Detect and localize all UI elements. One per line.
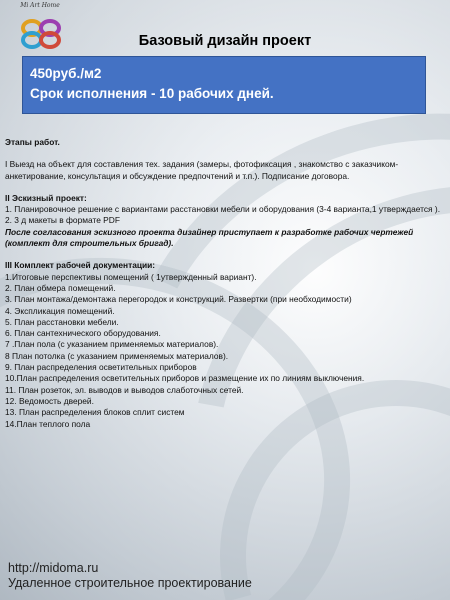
stage3-item: 14.План теплого пола [5,418,91,429]
logo-text: Mi Art Home [20,2,60,9]
site-url-link[interactable]: http://midoma.ru [8,561,99,575]
stage2-item: 2. 3 д макеты в формате PDF [5,215,120,226]
stage2-note: После согласования эскизного проекта дизайнер приступает к разработке рабочих чертежей (комплект для строительных бригад). [5,226,414,249]
price-text: 450руб./м2 [30,66,102,81]
stage3-item: 3. План монтажа/демонтажа перегородок и конструкций. Развертки (при необходимости) [5,294,352,305]
stages-heading: Этапы работ. [5,137,60,147]
stage3-item: 5. План расстановки мебели. [5,316,119,327]
stage3-item: 8 План потолка (с указанием применяемых материалов). [5,350,229,361]
footer [8,561,252,591]
work-stages [5,137,445,430]
stage2-heading: II Эскизный проект: [5,192,87,203]
stage3-item: 10.План распределения осветительных приборов и размещение их по линиям выключения. [5,373,365,384]
footer-tagline: Удаленное строительное проектирование [8,576,252,590]
stage3-item: 1.Итоговые перспективы помещений ( 1утвержденный вариант). [5,271,257,282]
stage3-item: 4. Экспликация помещений. [5,305,115,316]
deadline-text: Срок исполнения - 10 рабочих дней. [30,86,274,101]
stage3-item: 12. Ведомость дверей. [5,395,94,406]
stage3-item: 6. План сантехнического оборудования. [5,328,161,339]
stage3-item: 9. План распределения осветительных приборов [5,362,197,373]
stage3-item: 13. План распределения блоков сплит систем [5,407,185,418]
stage3-item: 2. План обмера помещений. [5,282,116,293]
stage3-heading: III Комплект рабочей документации: [5,260,156,271]
stage1-text: I Выезд на объект для составления тех. задания (замеры, фотофиксация , знакомство с заказчиком- анкетирование, консультация и обсуждение предпочтений и т.п.). Подписание договора. [5,159,399,181]
stage2-item: 1. Планировочное решение с вариантами расстановки мебели и оборудования (3-4 варианта,1 утверждается ). [5,204,441,215]
page-title: Базовый дизайн проект [138,33,312,49]
stage3-item: 11. План розеток, эл. выводов и выводов слаботочных сетей. [5,384,244,395]
stage3-item: 7 .План пола (с указанием применяемых материалов). [5,339,219,350]
price-banner [22,56,426,114]
